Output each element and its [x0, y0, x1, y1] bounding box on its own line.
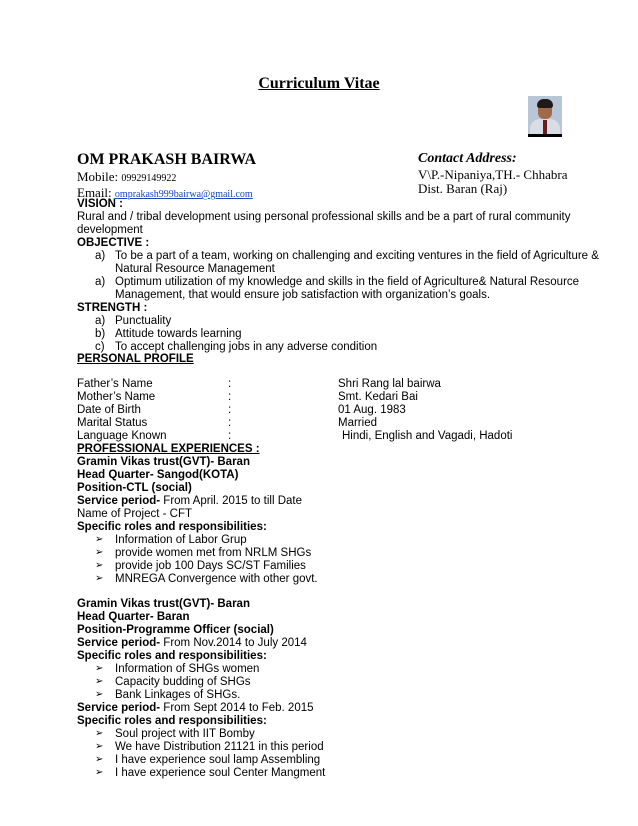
bullet-arrow-icon: ➢ [95, 534, 104, 545]
job-project-name: Name of Project - CFT [77, 508, 193, 520]
service-period-label: Service period- [77, 702, 161, 714]
job-organization: Gramin Vikas trust(GVT)- Baran [77, 456, 250, 468]
objective-item-line: Natural Resource Management [115, 263, 275, 275]
profile-separator: : [228, 430, 232, 442]
address-line-2: Dist. Baran (Raj) [418, 181, 508, 196]
strength-marker: b) [95, 328, 106, 340]
role-item: provide women met from NRLM SHGs [115, 547, 312, 559]
role-item: Bank Linkages of SHGs. [115, 689, 241, 701]
role-item: I have experience soul lamp Assembling [115, 754, 321, 766]
profile-label: Marital Status [77, 417, 148, 429]
email-link[interactable]: omprakash999bairwa@gmail.com [114, 189, 253, 200]
bullet-arrow-icon: ➢ [95, 728, 104, 739]
roles-heading: Specific roles and responsibilities: [77, 521, 267, 533]
job-service-period [77, 494, 302, 508]
strength-marker: c) [95, 341, 105, 353]
experience-heading: PROFESSIONAL EXPERIENCES : [77, 443, 260, 455]
profile-label: Mother’s Name [77, 391, 156, 403]
mobile-number: 09929149922 [121, 173, 177, 184]
service-period-text: From Nov.2014 to July 2014 [160, 637, 307, 649]
bullet-arrow-icon: ➢ [95, 689, 104, 700]
bullet-arrow-icon: ➢ [95, 547, 104, 558]
job-head-quarter: Head Quarter- Baran [77, 611, 190, 623]
vision-line-2: development [77, 224, 143, 236]
strength-item: Attitude towards learning [115, 328, 242, 340]
job-position: Position-Programme Officer (social) [77, 624, 274, 636]
job-service-period [77, 636, 307, 650]
bullet-arrow-icon: ➢ [95, 741, 104, 752]
roles-heading: Specific roles and responsibilities: [77, 715, 267, 727]
objective-item-line: Management, that would ensure job satisfaction with organization’s goals. [115, 289, 491, 301]
role-item: Capacity budding of SHGs [115, 676, 251, 688]
role-item: Information of Labor Grup [115, 534, 247, 546]
profile-value: Married [338, 417, 377, 429]
profile-value: Shri Rang lal bairwa [338, 378, 441, 390]
profile-label: Date of Birth [77, 404, 141, 416]
strength-item: To accept challenging jobs in any adverse condition [115, 341, 378, 353]
service-period-label: Service period- [77, 637, 161, 649]
objective-marker: a) [95, 250, 106, 262]
objective-heading: OBJECTIVE : [77, 237, 150, 249]
profile-separator: : [228, 417, 232, 429]
role-item: provide job 100 Days SC/ST Families [115, 560, 306, 572]
objective-item-line: To be a part of a team, working on challenging and exciting ventures in the field of Agriculture & [115, 250, 599, 262]
candidate-name: OM PRAKASH BAIRWA [77, 151, 256, 168]
role-item: I have experience soul Center Mangment [115, 767, 326, 779]
role-item: MNREGA Convergence with other govt. [115, 573, 318, 585]
job-head-quarter: Head Quarter- Sangod(KOTA) [77, 469, 239, 481]
vision-line-1: Rural and / tribal development using personal professional skills and be a part of rural community [77, 211, 571, 223]
profile-value: Smt. Kedari Bai [338, 391, 418, 403]
address-line-1: V\P.-Nipaniya,TH.- Chhabra [418, 167, 568, 182]
vision-heading: VISION : [77, 198, 124, 210]
role-item: We have Distribution 21121 in this period [115, 741, 324, 753]
bullet-arrow-icon: ➢ [95, 560, 104, 571]
strength-marker: a) [95, 315, 106, 327]
role-item: Soul project with IIT Bomby [115, 728, 255, 740]
bullet-arrow-icon: ➢ [95, 676, 104, 687]
bullet-arrow-icon: ➢ [95, 573, 104, 584]
strength-item: Punctuality [115, 315, 172, 327]
service-period-text: From April. 2015 to till Date [160, 495, 302, 507]
personal-profile-heading: PERSONAL PROFILE [77, 353, 194, 365]
objective-marker: a) [95, 276, 106, 288]
contact-address-heading: Contact Address: [418, 151, 517, 166]
profile-separator: : [228, 391, 232, 403]
service-period-label: Service period- [77, 495, 161, 507]
bullet-arrow-icon: ➢ [95, 754, 104, 765]
job-service-period [77, 701, 314, 715]
strength-heading: STRENGTH : [77, 302, 148, 314]
bullet-arrow-icon: ➢ [95, 767, 104, 778]
roles-heading: Specific roles and responsibilities: [77, 650, 267, 662]
email-label: Email: [77, 185, 112, 200]
profile-photo [528, 96, 562, 137]
service-period-text: From Sept 2014 to Feb. 2015 [160, 702, 314, 714]
profile-label: Language Known [77, 430, 167, 442]
role-item: Information of SHGs women [115, 663, 260, 675]
profile-value: 01 Aug. 1983 [338, 404, 406, 416]
profile-label: Father’s Name [77, 378, 153, 390]
bullet-arrow-icon: ➢ [95, 663, 104, 674]
profile-separator: : [228, 378, 232, 390]
document-title: Curriculum Vitae [258, 75, 380, 92]
objective-item-line: Optimum utilization of my knowledge and skills in the field of Agriculture& Natural Resource [115, 276, 580, 288]
profile-value: Hindi, English and Vagadi, Hadoti [342, 430, 513, 442]
job-position: Position-CTL (social) [77, 482, 192, 494]
job-organization: Gramin Vikas trust(GVT)- Baran [77, 598, 250, 610]
profile-separator: : [228, 404, 232, 416]
mobile-label: Mobile: [77, 169, 119, 184]
